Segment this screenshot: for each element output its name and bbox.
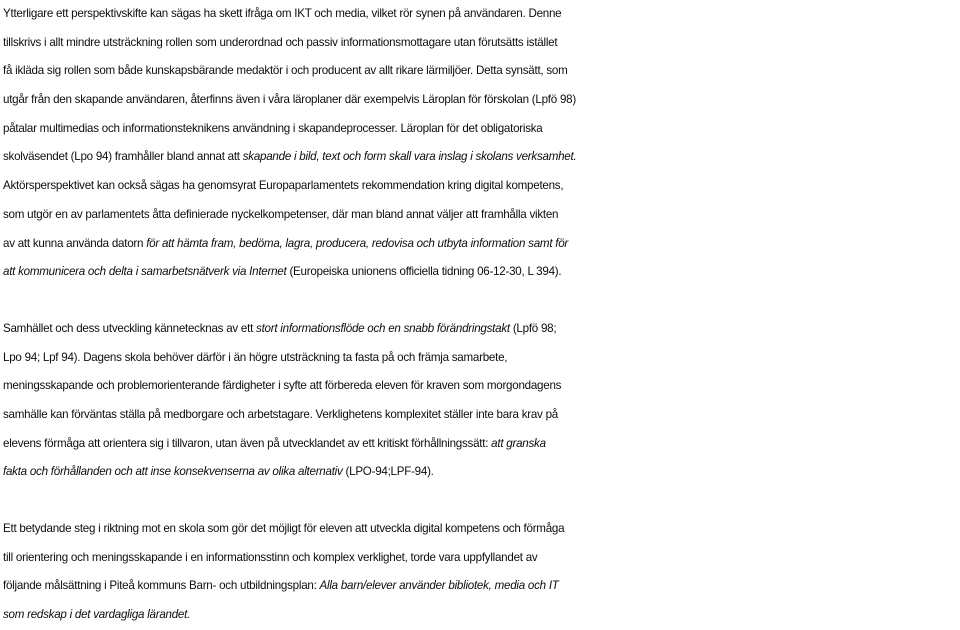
text-line [3, 544, 960, 573]
text-line [3, 401, 960, 430]
text-segment: Ytterligare ett perspektivskifte kan sägas ha skett ifråga om IKT och media, vilket rör synen på användaren. Denne [3, 7, 562, 20]
text-line [3, 172, 960, 201]
italic-text-segment: skapande i bild, text och form skall vara inslag i skolans verksamhet. [242, 150, 577, 164]
paragraph-2 [3, 315, 960, 487]
text-line [3, 372, 960, 401]
text-segment: Aktörsperspektivet kan också sägas ha genomsyrat Europaparlamentets rekommendation kring digital kompetens, [3, 179, 564, 193]
text-line [3, 115, 960, 144]
paragraph-gap [3, 487, 960, 515]
text-segment: av att kunna använda datorn [3, 236, 147, 250]
text-segment: samhälle kan förväntas ställa på medborgare och arbetstagare. Verklighetens komplexitet ställer inte bara krav på [3, 407, 558, 421]
text-line [3, 601, 960, 630]
text-segment: till orientering och meningsskapande i en informationsstinn och komplex verklighet, torde vara uppfyllandet av [3, 550, 538, 564]
text-segment: som utgör en av parlamentets åtta definierade nyckelkompetenser, där man bland annat väljer att framhålla vikten [3, 207, 559, 221]
italic-text-segment: fakta och förhållanden och att inse konsekvenserna av olika alternativ [3, 465, 343, 479]
text-segment: utgår från den skapande användaren, återfinns även i våra läroplaner där exempelvis Läroplan för förskolan (Lpfö 98) [3, 93, 576, 107]
text-line [3, 143, 960, 172]
text-segment: (Europeiska unionens officiella tidning 06-12-30, L 394). [286, 265, 562, 279]
text-segment: få ikläda sig rollen som både kunskapsbärande medaktör i och producent av allt rikare lärmiljöer. Detta synsätt, som [3, 64, 568, 78]
text-segment: följande målsättning i Piteå kommuns Barn- och utbildningsplan: [3, 579, 320, 593]
document-body [3, 0, 960, 630]
text-line [3, 458, 960, 487]
text-segment: Samhället och dess utveckling kännetecknas av ett [3, 321, 257, 335]
italic-text-segment: för att hämta fram, bedöma, lagra, producera, redovisa och utbyta information samt för [146, 236, 569, 250]
text-line [3, 344, 960, 373]
text-segment: tillskrivs i allt mindre utsträckning rollen som underordnad och passiv informationsmottagare utan förutsätts istället [3, 35, 558, 49]
text-segment: (LPO-94;LPF-94). [342, 465, 434, 479]
text-line [3, 57, 960, 86]
text-segment: (Lpfö 98; [509, 321, 557, 335]
text-segment: Ett betydande steg i riktning mot en skola som gör det möjligt för eleven att utveckla digital kompetens och förmåga [3, 522, 565, 535]
italic-text-segment: att kommunicera och delta i samarbetsnätverk via Internet [3, 265, 287, 279]
text-segment: Lpo 94; Lpf 94). Dagens skola behöver därför i än högre utsträckning ta fasta på och främja samarbete, [3, 350, 508, 364]
italic-text-segment: som redskap i det vardagliga lärandet. [3, 608, 191, 622]
paragraph-gap [3, 287, 960, 315]
text-segment: meningsskapande och problemorienterande färdigheter i syfte att förbereda eleven för kraven som morgondagens [3, 379, 562, 393]
text-line [3, 258, 960, 287]
text-line [3, 230, 960, 259]
text-segment: elevens förmåga att orientera sig i tillvaron, utan även på utvecklandet av ett kritiskt förhållningssätt: [3, 436, 492, 450]
italic-text-segment: stort informationsflöde och en snabb förändringstakt [256, 321, 510, 335]
text-segment: skolväsendet (Lpo 94) framhåller bland annat att [3, 150, 243, 164]
text-line [3, 29, 960, 58]
text-line [3, 572, 960, 601]
text-line [3, 0, 960, 29]
paragraph-1 [3, 0, 960, 287]
italic-text-segment: att granska [491, 436, 546, 450]
text-line [3, 86, 960, 115]
text-line [3, 315, 960, 344]
text-segment: påtalar multimedias och informationsteknikens användning i skapandeprocesser. Läroplan för det obligatoriska [3, 121, 543, 135]
text-line [3, 515, 960, 544]
text-line [3, 430, 960, 459]
text-line [3, 201, 960, 230]
italic-text-segment: Alla barn/elever använder bibliotek, media och IT [319, 579, 559, 593]
